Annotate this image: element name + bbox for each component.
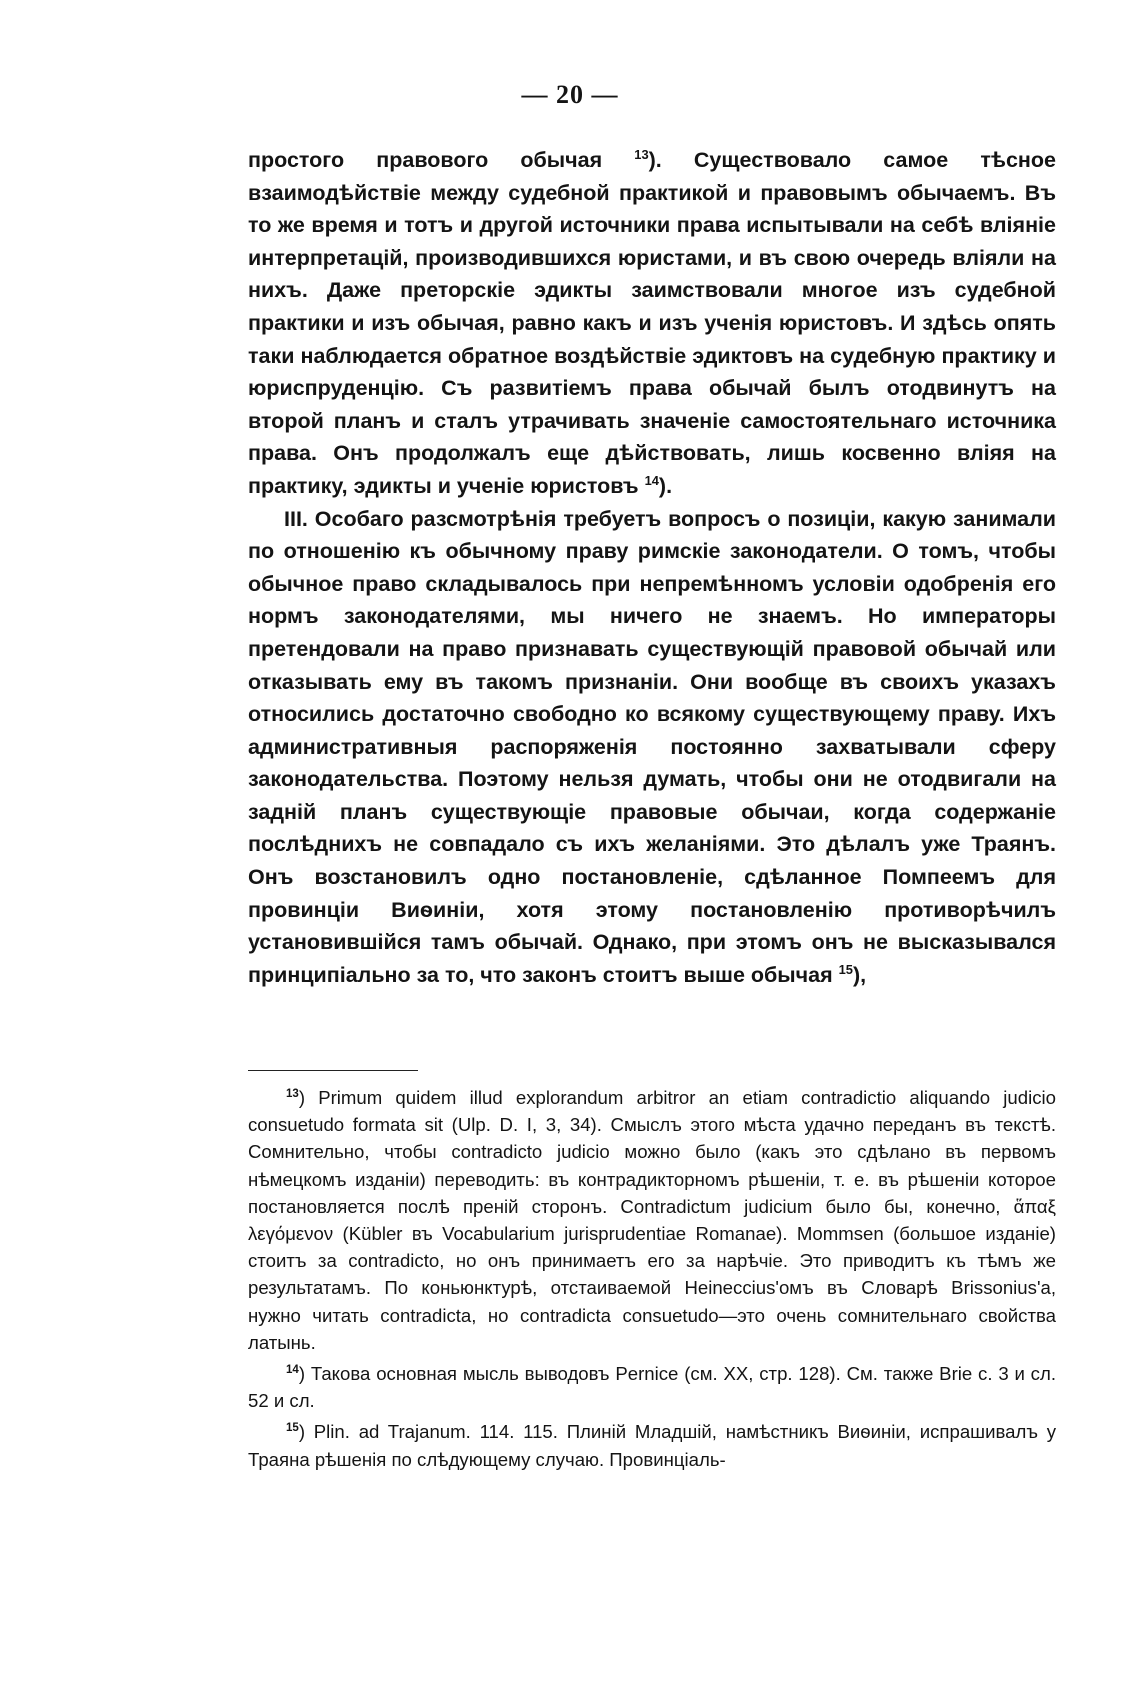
footnote-ref-14: 14 xyxy=(644,472,659,488)
footnote-13-text: ) Primum quidem illud explorandum arbitror an etiam contradictio aliquando judicio consuetudo formata sit (Ulp. D. I, 3, 34). Смыслъ этого мѣста удачно переданъ въ текстѣ. Сомнительно, чтобы contradicto judicio можно было (какъ это сдѣлано въ первомъ нѣмецкомъ изданіи) переводить: въ контрадикторномъ рѣшеніи, т. е. въ рѣшеніи которое постановляется послѣ преній сторонъ. Contradictum judicium было бы, конечно, ἅπαξ λεγόμενον (Kübler въ Vocabularium jurisprudentiae Romanae). Mommsen (большое изданіе) стоитъ за contradicto, но онъ принимаетъ его за нарѣчіе. Это приводитъ къ тѣмъ же результатамъ. По коньюнктурѣ, отстаиваемой Heineccius'омъ въ Словарѣ Brissonius'a, нужно читать contradicta, но contradicta consuetudo—это очень сомнительнаго свойства латынь. xyxy=(248,1087,1056,1353)
main-text xyxy=(248,144,1056,991)
footnote-divider xyxy=(248,1070,418,1071)
footnote-ref-13: 13 xyxy=(634,146,649,162)
footnote-15 xyxy=(248,1418,1056,1472)
paragraph-1 xyxy=(248,144,1056,503)
paragraph-1-text-c: ). xyxy=(658,473,673,498)
footnote-13-mark: 13 xyxy=(286,1087,299,1100)
paragraph-1-text-b: ). Существовало самое тѣсное взаимодѣйствіе между судебной практикой и правовымъ обычаемъ. Въ то же время и тотъ и другой источники права испытывали на себѣ вліяніе интерпретацій, производившихся юристами, и въ свою очередь вліяли на нихъ. Даже преторскіе эдикты заимствовали многое изъ судебной практики и изъ обычая, равно какъ и изъ ученія юристовъ. И здѣсь опять таки наблюдается обратное воздѣйствіе эдиктовъ на судебную практику и юриспруденцію. Съ развитіемъ права обычай былъ отодвинутъ на второй планъ и сталъ утрачивать значеніе самостоятельнаго источника права. Онъ продолжалъ еще дѣйствовать, лишь косвенно вліяя на практику, эдикты и ученіе юристовъ xyxy=(248,148,1056,498)
footnote-14-mark: 14 xyxy=(286,1363,299,1376)
paragraph-2 xyxy=(248,503,1056,992)
footnote-13 xyxy=(248,1084,1056,1356)
footnotes xyxy=(248,1084,1056,1477)
footnote-ref-15: 15 xyxy=(838,961,853,977)
page-number: — 20 — xyxy=(521,80,619,109)
footnote-14 xyxy=(248,1360,1056,1414)
footnote-14-text: ) Такова основная мысль выводовъ Pernice (см. XX, стр. 128). См. также Brie с. 3 и сл. 52 и сл. xyxy=(248,1363,1056,1412)
footnote-15-text: ) Plin. ad Trajanum. 114. 115. Плиній Младшій, намѣстникъ Виѳиніи, испрашивалъ у Траяна рѣшенія по слѣдующему случаю. Провинціаль- xyxy=(248,1421,1056,1470)
paragraph-2-text-a: III. Особаго разсмотрѣнія требуетъ вопросъ о позиціи, какую занимали по отношенію къ обычному праву римскіе законодатели. О томъ, чтобы обычное право складывалось при непремѣнномъ условіи одобренія его нормъ законодателями, мы ничего не знаемъ. Но императоры претендовали на право признавать существующій правовой обычай или отказывать ему въ такомъ признаніи. Они вообще въ своихъ указахъ относились достаточно свободно ко всякому существующему праву. Ихъ административныя распоряженія постоянно захватывали сферу законодательства. Поэтому нельзя думать, чтобы они не отодвигали на задній планъ существующіе правовые обычаи, когда содержаніе послѣднихъ не совпадало съ ихъ желаніями. Это дѣлалъ уже Траянъ. Онъ возстановилъ одно постановленіе, сдѣланное Помпеемъ для провинціи Виѳиніи, хотя этому постановленію противорѣчилъ установившійся тамъ обычай. Однако, при этомъ онъ не высказывался принципіально за то, что законъ стоитъ выше обычая xyxy=(248,506,1056,987)
paragraph-2-text-b: ), xyxy=(852,962,867,987)
paragraph-1-text-a: простого правового обычая xyxy=(248,148,635,172)
footnote-15-mark: 15 xyxy=(286,1422,299,1435)
